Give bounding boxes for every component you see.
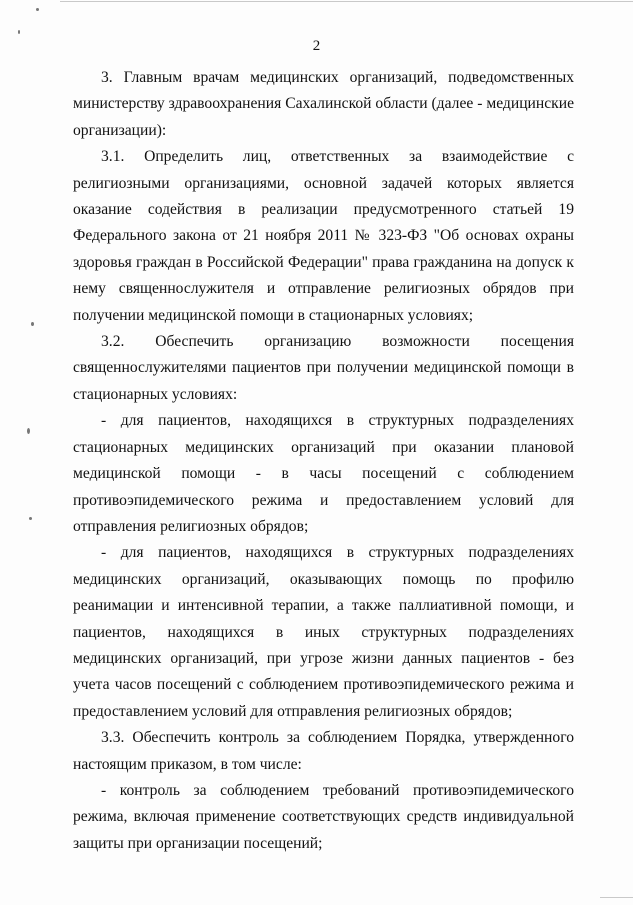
paragraph-3-2: 3.2. Обеспечить организацию возможности посещения священнослужителями пациентов при получении медицинской помощи в стационарных условиях: xyxy=(73,333,574,403)
scan-speck xyxy=(27,428,30,434)
scan-speck xyxy=(18,30,20,34)
scan-speck xyxy=(36,8,39,11)
page-number: 2 xyxy=(312,38,321,54)
top-edge-line xyxy=(60,1,633,2)
document-body xyxy=(73,65,574,857)
scan-speck xyxy=(31,322,34,326)
paragraph-planned-care: - для пациентов, находящихся в структурных подразделениях стационарных медицинских организаций при оказании плановой медицинской помощи - в часы посещений с соблюдением противоэпидемического режима и предоставлением условий для отправления религиозных обрядов; xyxy=(73,412,574,535)
paragraph-3-1: 3.1. Определить лиц, ответственных за взаимодействие с религиозными организациями, основной задачей которых является оказание содействия в реализации предусмотренного статьей 19 Федерального закона от 21 ноября 2011 № 323-ФЗ "Об основах охраны здоровья граждан в Российской Федерации" права гражданина на допуск к нему священнослужителя и отправление религиозных обрядов при получении медицинской помощи в стационарных условиях; xyxy=(73,148,574,324)
paragraph-epidemic-control: - контроль за соблюдением требований противоэпидемического режима, включая применение соответствующих средств индивидуальной защиты при организации посещений; xyxy=(73,781,574,852)
paragraph-intensive-care: - для пациентов, находящихся в структурных подразделениях медицинских организаций, оказывающих помощь по профилю реанимации и интенсивной терапии, а также паллиативной помощи, и пациентов, находящихся в иных структурных подразделениях медицинских организаций, при угрозе жизни данных пациентов - без учета часов посещений с соблюдением противоэпидемического режима и предоставлением условий для отправления религиозных обрядов; xyxy=(73,544,574,720)
paragraph-3: 3. Главным врачам медицинских организаций, подведомственных министерству здравоохранения Сахалинской области (далее - медицинские организации): xyxy=(73,69,574,139)
bottom-edge-line xyxy=(600,897,633,898)
scan-speck xyxy=(29,517,32,520)
paragraph-3-3: 3.3. Обеспечить контроль за соблюдением Порядка, утвержденного настоящим приказом, в том числе: xyxy=(73,729,574,773)
